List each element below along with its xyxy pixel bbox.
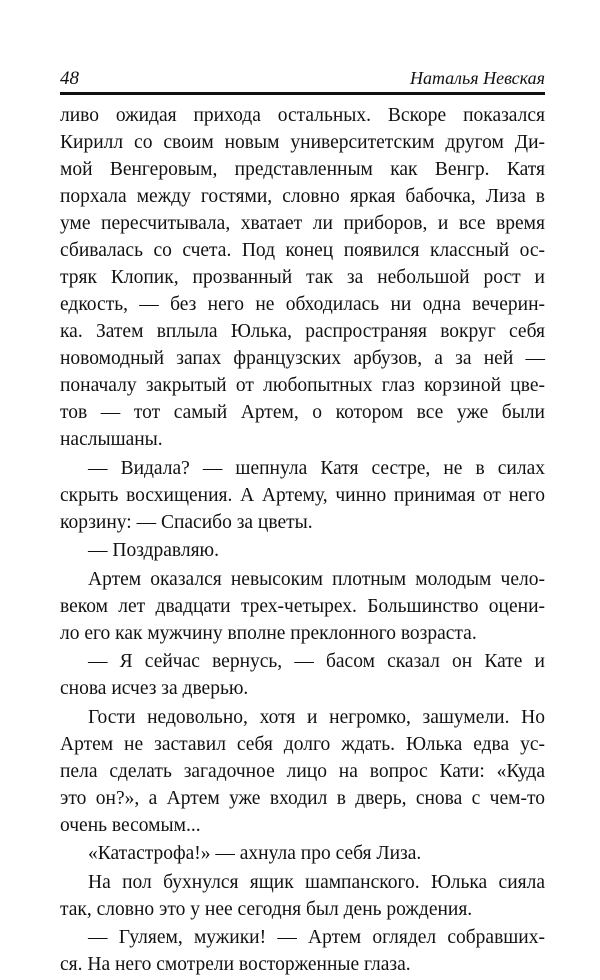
paragraph — [60, 869, 545, 923]
text-line: ливо ожидая прихода остальных. Вскоре показался — [60, 105, 545, 126]
page-body-text — [60, 102, 545, 980]
text-line: это он?», а Артем уже входил в дверь, снова с чем-то — [60, 787, 545, 809]
text-line: мой Венгеровым, представленным как Венгр. Катя — [60, 159, 545, 180]
paragraph — [60, 566, 545, 647]
paragraph — [60, 455, 545, 536]
text-line: Артем оказался невысоким плотным молодым чело- — [88, 568, 545, 590]
paragraph — [60, 537, 545, 564]
text-line: порхала между гостями, словно яркая бабочка, Лиза в — [60, 186, 545, 207]
text-line: скрыть восхищения. А Артему, чинно принимая от него — [60, 484, 545, 506]
paragraph — [60, 102, 545, 453]
text-line: — Поздравляю. — [88, 540, 219, 561]
paragraph — [60, 704, 545, 839]
text-line: корзину: — Спасибо за цветы. — [60, 511, 313, 533]
text-line: тов — тот самый Артем, о котором все уже были — [60, 402, 545, 423]
text-line: Кирилл со своим новым университетским другом Ди- — [60, 132, 545, 153]
text-line: пела сделать загадочное лицо на вопрос Кати: «Куда — [60, 760, 545, 782]
text-line: тряк Клопик, прозванный так за небольшой рост и — [60, 267, 545, 288]
text-line: На пол бухнулся ящик шампанского. Юлька сияла — [88, 871, 545, 893]
text-line: новомодный запах французских арбузов, а за ней — — [60, 348, 545, 369]
text-line: уме пересчитывала, хватает ли приборов, и все время — [60, 213, 545, 234]
text-line: сбивалась со счета. Под конец появился классный ос- — [60, 240, 545, 261]
text-line: снова исчез за дверью. — [60, 678, 249, 699]
text-line: едкость, — без него не обходилась ни одна вечерин- — [60, 294, 545, 315]
text-line: — Я сейчас вернусь, — басом сказал он Кате и — [88, 651, 545, 672]
text-line: — Видала? — шепнула Катя сестре, не в силах — [88, 457, 545, 479]
page-header — [60, 66, 545, 95]
text-line: очень весомым... — [60, 814, 201, 836]
page-number: 48 — [60, 68, 79, 89]
text-line: ся. На него смотрели восторженные глаза. — [60, 954, 411, 975]
text-line: ло его как мужчину вполне преклонного возраста. — [60, 622, 477, 644]
text-line: «Катастрофа!» — ахнула про себя Лиза. — [88, 843, 422, 864]
text-line: ка. Затем вплыла Юлька, распространяя вокруг себя — [60, 321, 545, 342]
text-line: Артем не заставил себя долго ждать. Юлька едва ус- — [60, 733, 545, 755]
running-title: Наталья Невская — [409, 68, 545, 88]
text-line: Гости недовольно, хотя и негромко, зашумели. Но — [88, 706, 545, 728]
text-line: так, словно это у нее сегодня был день рождения. — [60, 898, 473, 920]
paragraph — [60, 840, 545, 867]
paragraph — [60, 648, 545, 702]
text-line: наслышаны. — [60, 429, 163, 450]
text-line: поначалу закрытый от любопытных глаз корзиной цве- — [60, 375, 545, 396]
text-line: веком лет двадцати трех-четырех. Большинство оцени- — [60, 595, 545, 617]
text-line: — Гуляем, мужики! — Артем оглядел собравших- — [88, 927, 545, 948]
